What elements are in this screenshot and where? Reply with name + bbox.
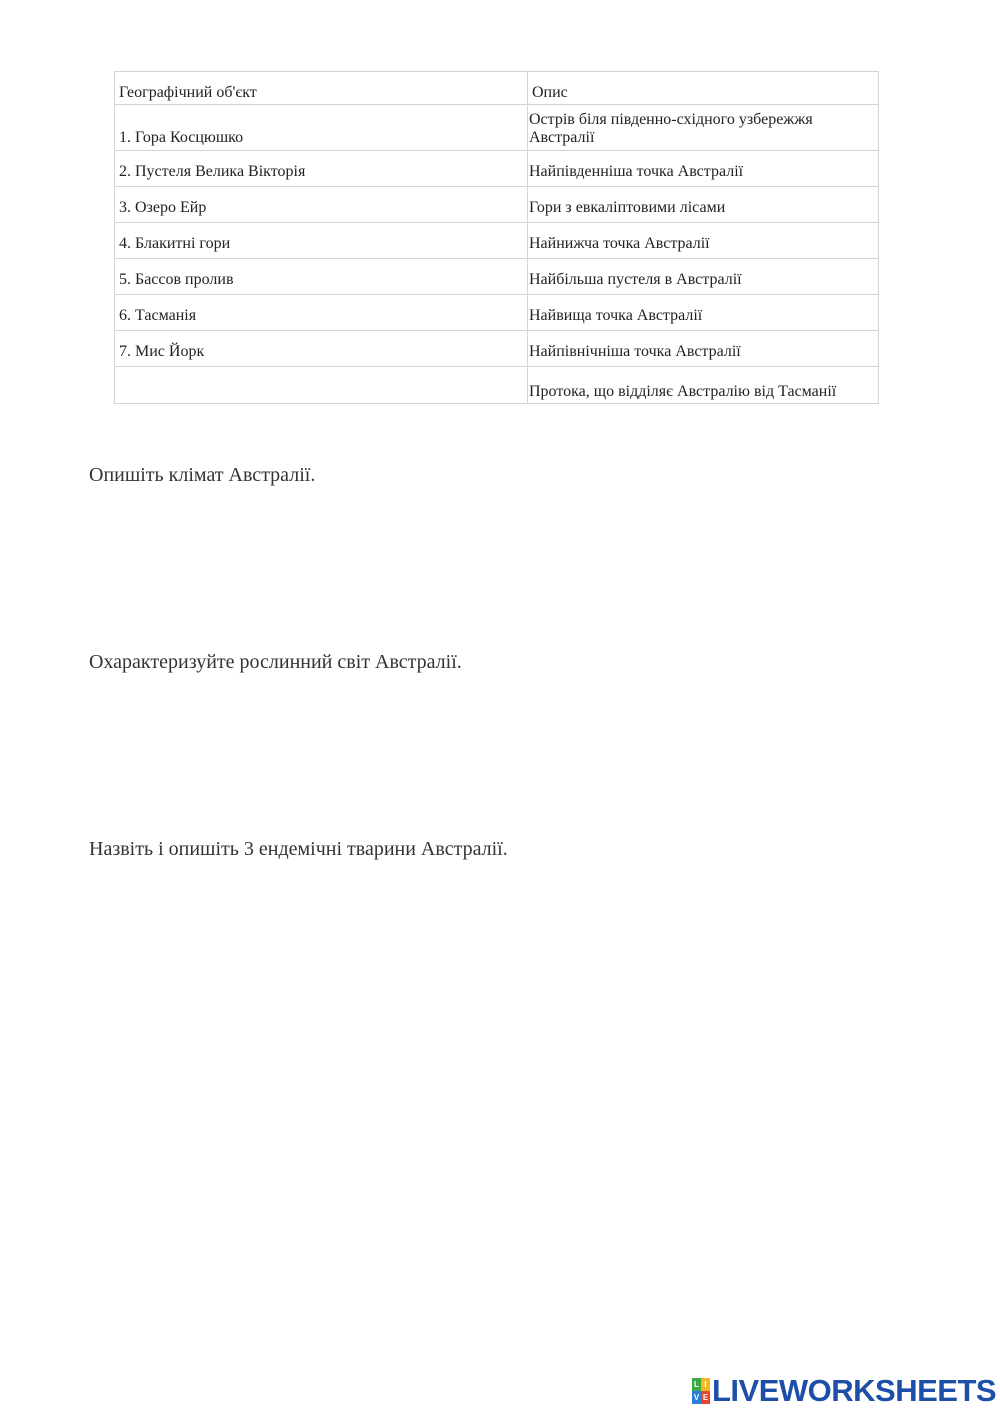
question-fauna: Назвіть і опишіть 3 ендемічні тварини Австралії.: [89, 838, 508, 860]
row-description: Найнижча точка Австралії: [528, 223, 879, 259]
row-object: 3. Озеро Ейр: [115, 187, 528, 223]
question-flora: Охарактеризуйте рослинний світ Австралії.: [89, 651, 462, 673]
row-object: [115, 367, 528, 404]
row-object: 6. Тасманія: [115, 295, 528, 331]
logo-letter-l: L: [692, 1378, 701, 1391]
logo-letter-v: V: [693, 1393, 700, 1402]
header-description: Опис: [528, 72, 879, 105]
row-object: 5. Бассов пролив: [115, 259, 528, 295]
liveworksheets-watermark: [692, 1374, 996, 1408]
table-row: [115, 151, 879, 187]
row-description: Найбільша пустеля в Австралії: [528, 259, 879, 295]
row-description: Протока, що відділяє Австралію від Тасманії: [528, 367, 879, 404]
table-row: [115, 331, 879, 367]
logo-letter-e: E: [702, 1393, 709, 1402]
liveworksheets-logo-icon: [692, 1378, 710, 1404]
header-object: Географічний об'єкт: [115, 72, 528, 105]
question-climate: Опишіть клімат Австралії.: [89, 464, 316, 486]
brand-name: LIVEWORKSHEETS: [712, 1373, 997, 1408]
matching-table: [114, 71, 879, 404]
row-object: 1. Гора Косцюшко: [115, 105, 528, 151]
table-row: [115, 187, 879, 223]
table-row: [115, 105, 879, 151]
row-description: Найпівнічніша точка Австралії: [528, 331, 879, 367]
row-description: Острів біля південно-східного узбережжя Австралії: [528, 105, 879, 151]
table-row: [115, 259, 879, 295]
table-row: [115, 223, 879, 259]
table-row: [115, 295, 879, 331]
row-object: 4. Блакитні гори: [115, 223, 528, 259]
row-description: Гори з евкаліптовими лісами: [528, 187, 879, 223]
row-description: Найвища точка Австралії: [528, 295, 879, 331]
row-description: Найпівденніша точка Австралії: [528, 151, 879, 187]
table-header-row: [115, 72, 879, 105]
table-row: [115, 367, 879, 404]
row-object: 7. Мис Йорк: [115, 331, 528, 367]
row-object: 2. Пустеля Велика Вікторія: [115, 151, 528, 187]
logo-letter-i: I: [701, 1378, 710, 1391]
